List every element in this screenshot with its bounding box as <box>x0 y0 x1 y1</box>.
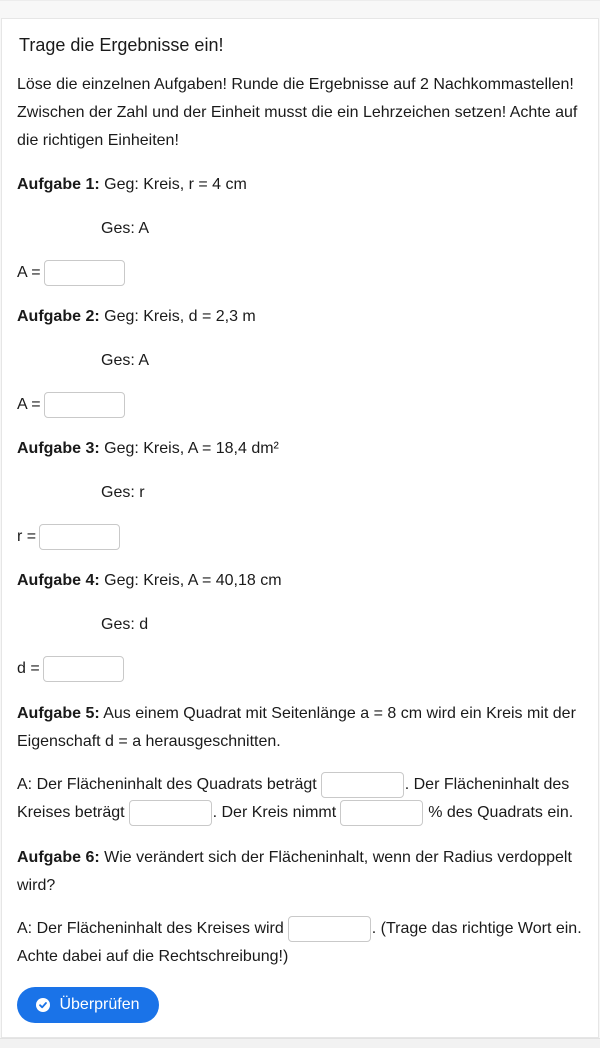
task-label: Aufgabe 6: <box>17 849 100 866</box>
task-5-square-area-input[interactable] <box>321 772 404 798</box>
top-divider <box>0 0 600 1</box>
task-given: Geg: Kreis, A = 18,4 dm² <box>104 440 279 457</box>
task-3-given <box>17 435 279 463</box>
task-6-description <box>17 844 587 900</box>
task-text: Wie verändert sich der Flächeninhalt, wenn der Radius verdoppelt wird? <box>17 849 572 894</box>
answer-text: Achte dabei auf die Rechtschreibung!) <box>17 948 289 965</box>
task-2-answer-input[interactable] <box>44 392 125 418</box>
task-given: Geg: Kreis, A = 40,18 cm <box>104 572 282 589</box>
answer-text: . (Trage das richtige Wort ein. <box>371 920 582 937</box>
page-title: Trage die Ergebnisse ein! <box>19 35 224 55</box>
task-given: Geg: Kreis, r = 4 cm <box>104 176 247 193</box>
instructions: Löse die einzelnen Aufgaben! Runde die Ergebnisse auf 2 Nachkommastellen! Zwischen der Zahl und der Einheit musst die ein Lehrzeichen setzen! Achte auf die richtigen Einheiten! <box>17 76 578 149</box>
task-3-sought: Ges: r <box>101 484 145 501</box>
check-circle-icon <box>36 998 50 1012</box>
task-label: Aufgabe 4: <box>17 572 100 589</box>
task-5-percent-input[interactable] <box>340 800 423 826</box>
task-label: Aufgabe 2: <box>17 308 100 325</box>
task-text: Aus einem Quadrat mit Seitenlänge a = 8 cm wird ein Kreis mit der Eigenschaft d = a herausgeschnitten. <box>17 705 576 750</box>
answer-label: d = <box>17 660 40 677</box>
task-2-given <box>17 303 256 331</box>
answer-text: % des Quadrats ein. <box>428 804 574 821</box>
task-6-answer-input[interactable] <box>288 916 371 942</box>
task-5-answer-line-2 <box>17 799 573 827</box>
task-6-answer-line-2 <box>17 943 288 971</box>
task-4-answer-row <box>17 655 124 683</box>
answer-label: r = <box>17 528 37 545</box>
check-button[interactable] <box>17 987 159 1023</box>
task-5-description <box>17 700 587 756</box>
task-6-answer-line-1 <box>17 915 582 943</box>
task-2-answer-row <box>17 391 125 419</box>
answer-label: A = <box>17 396 41 413</box>
task-4-given <box>17 567 282 595</box>
task-1-sought: Ges: A <box>101 220 150 237</box>
task-label: Aufgabe 3: <box>17 440 100 457</box>
task-4-answer-input[interactable] <box>43 656 124 682</box>
answer-text: A: Der Flächeninhalt des Kreises wird <box>17 920 284 937</box>
task-1-answer-row <box>17 259 125 287</box>
task-label: Aufgabe 5: <box>17 705 100 722</box>
task-1-given <box>17 171 247 199</box>
answer-text: . Der Kreis nimmt <box>212 804 337 821</box>
task-2-sought: Ges: A <box>101 352 150 369</box>
task-5-answer-line-1 <box>17 771 569 799</box>
task-given: Geg: Kreis, d = 2,3 m <box>104 308 256 325</box>
check-button-label: Überprüfen <box>59 996 140 1013</box>
task-4-sought: Ges: d <box>101 616 149 633</box>
answer-label: A = <box>17 264 41 281</box>
task-3-answer-row <box>17 523 120 551</box>
task-5-circle-area-input[interactable] <box>129 800 212 826</box>
task-label: Aufgabe 1: <box>17 176 100 193</box>
answer-text: Kreises beträgt <box>17 804 125 821</box>
answer-text: . Der Flächeninhalt des <box>404 776 570 793</box>
task-3-answer-input[interactable] <box>39 524 120 550</box>
task-1-answer-input[interactable] <box>44 260 125 286</box>
answer-text: A: Der Flächeninhalt des Quadrats beträgt <box>17 776 317 793</box>
